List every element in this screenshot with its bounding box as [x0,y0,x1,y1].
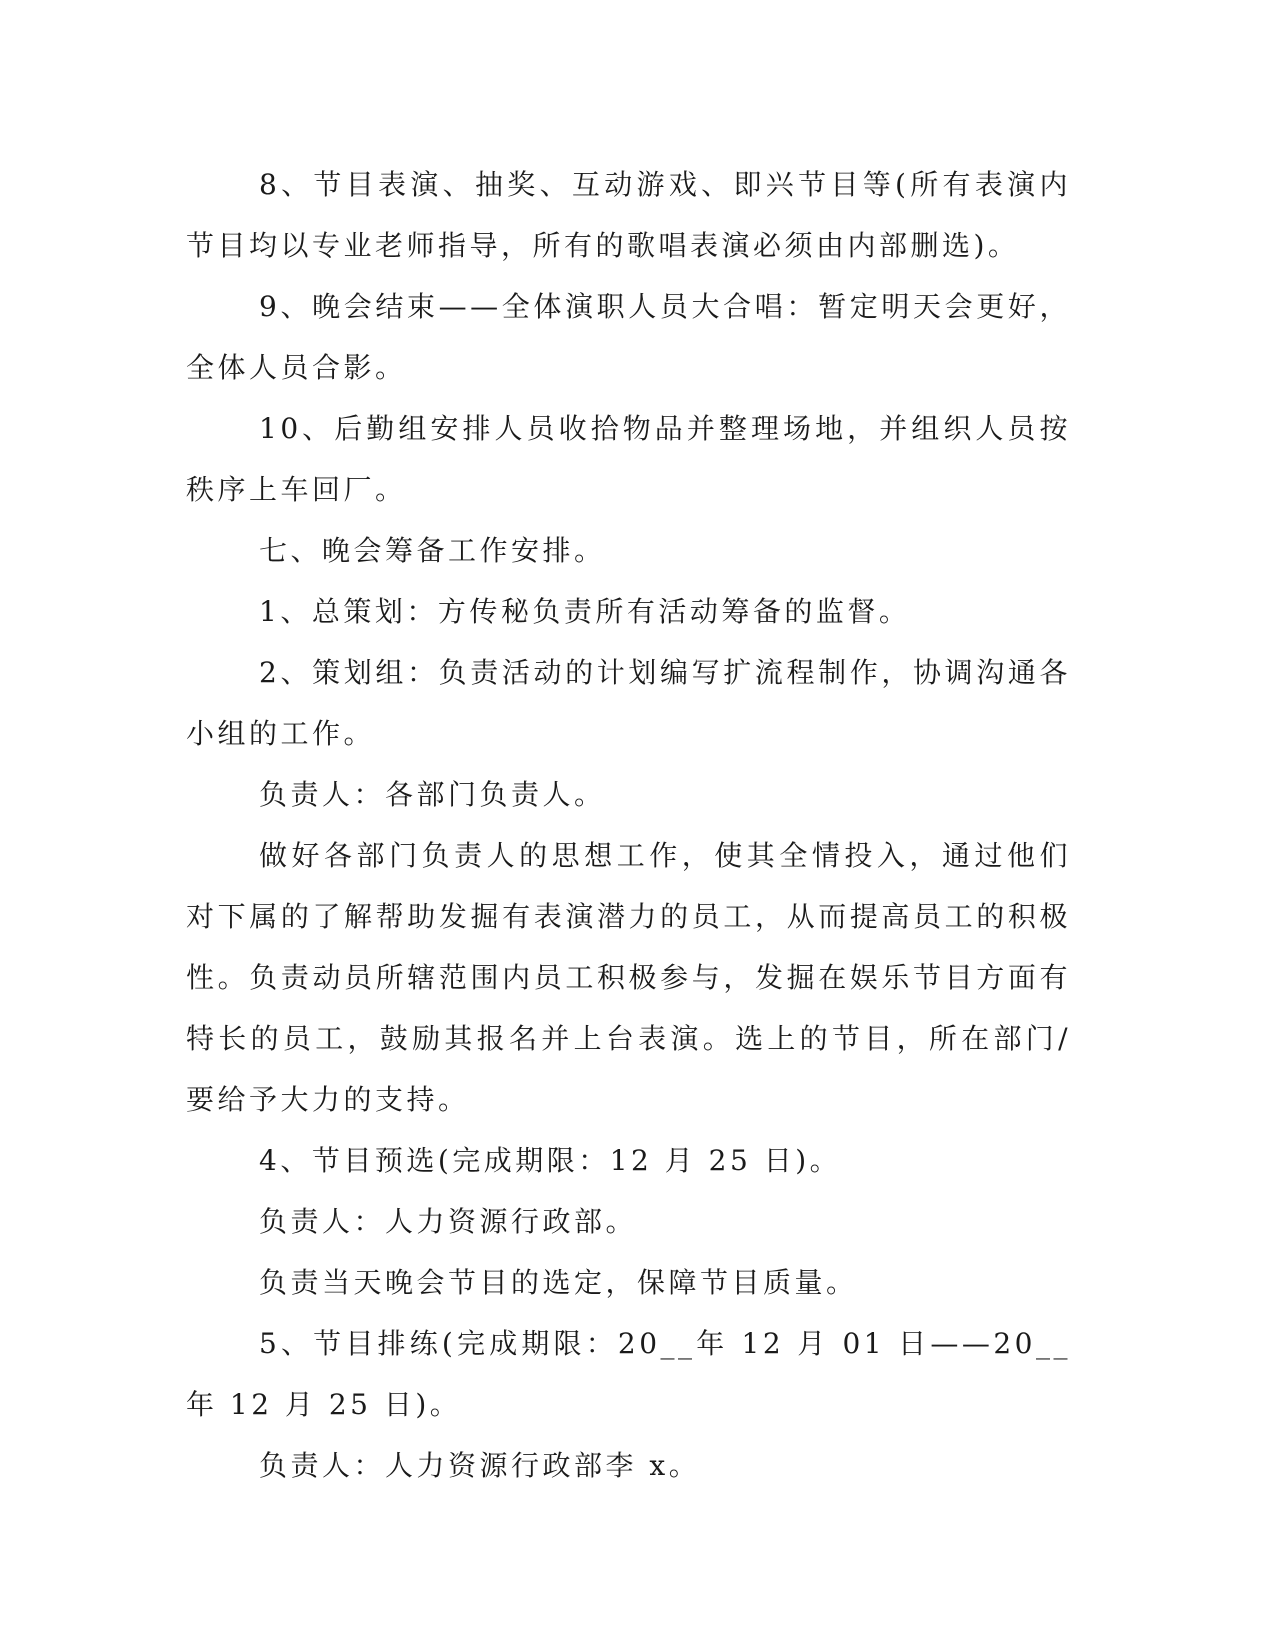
paragraph-item-1-chief-planner: 1、总策划：方传秘负责所有活动筹备的监督。 [259,595,911,628]
paragraph-responsible-hr-li: 负责人：人力资源行政部李 x。 [259,1449,701,1482]
paragraph-item-8-performance: 8、节目表演、抽奖、互动游戏、即兴节目等(所有表演内节目均以专业老师指导，所有的歌唱表演必须由内部删选)。 [186,168,1071,262]
document-body [186,154,1071,1496]
section-heading-preparation: 七、晚会筹备工作安排。 [259,534,606,567]
paragraph-responsible-departments: 负责人：各部门负责人。 [259,778,606,811]
paragraph-item-4-preselection: 4、节目预选(完成期限：12 月 25 日)。 [259,1144,842,1177]
paragraph-program-selection: 负责当天晚会节目的选定，保障节目质量。 [259,1266,858,1299]
paragraph-department-heads-work: 做好各部门负责人的思想工作，使其全情投入，通过他们对下属的了解帮助发掘有表演潜力的员工，从而提高员工的积极性。负责动员所辖范围内员工积极参与，发掘在娱乐节目方面有特长的员工，鼓励其报名并上台表演。选上的节目，所在部门/要给予大力的支持。 [186,839,1071,1116]
paragraph-item-2-planning-group: 2、策划组：负责活动的计划编写扩流程制作，协调沟通各小组的工作。 [186,656,1071,750]
paragraph-item-5-rehearsal: 5、节目排练(完成期限：20__年 12 月 01 日——20__年 12 月 25 日)。 [186,1327,1071,1421]
paragraph-item-9-ending: 9、晚会结束——全体演职人员大合唱：暂定明天会更好，全体人员合影。 [186,290,1071,384]
paragraph-responsible-hr: 负责人：人力资源行政部。 [259,1205,638,1238]
paragraph-item-10-logistics: 10、后勤组安排人员收拾物品并整理场地，并组织人员按秩序上车回厂。 [186,412,1071,506]
